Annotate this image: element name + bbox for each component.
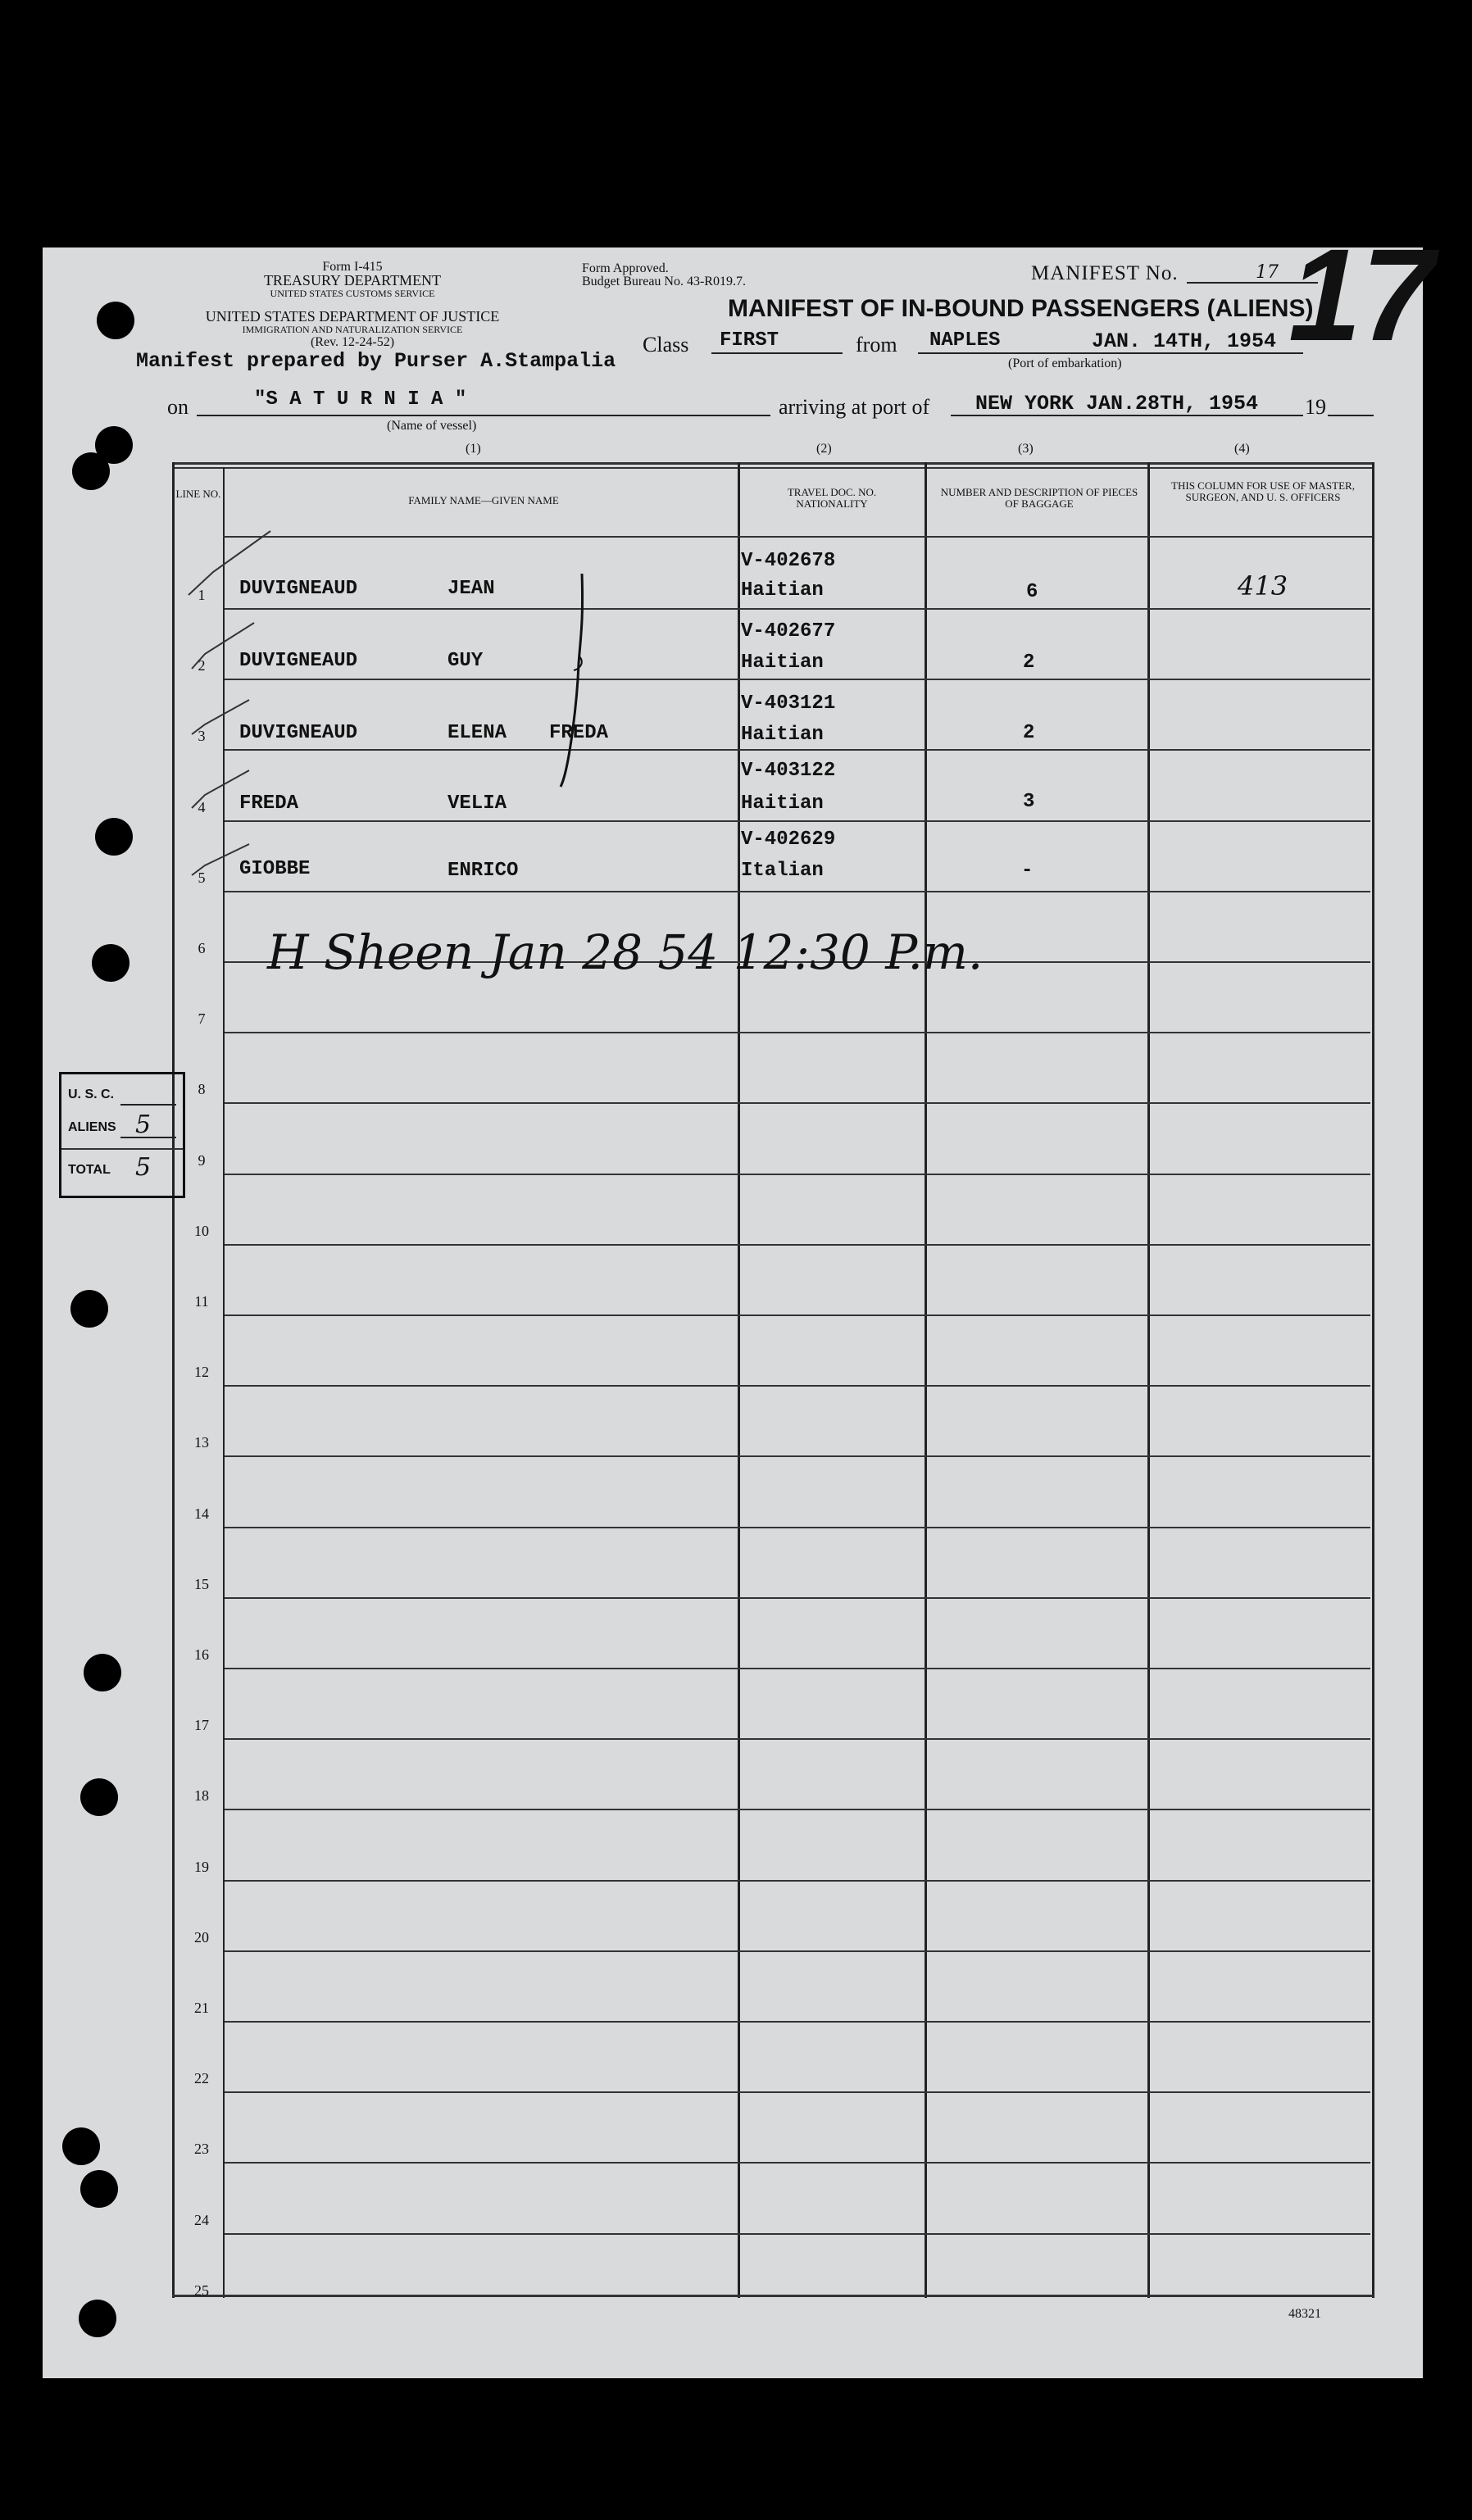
on-label: on xyxy=(167,395,189,419)
row-rule xyxy=(225,1174,1370,1175)
manifest-title: MANIFEST OF IN-BOUND PASSENGERS (ALIENS) xyxy=(728,295,1314,322)
given-name: ENRICO xyxy=(448,860,519,882)
header-name: FAMILY NAME—GIVEN NAME xyxy=(408,494,559,506)
handwritten-inspection-note: H Sheen Jan 28 54 12:30 P.m. xyxy=(267,924,984,980)
line-number: 1 xyxy=(198,587,206,603)
header-baggage: NUMBER AND DESCRIPTION OF PIECES OF BAGGAGE xyxy=(940,486,1138,510)
line-number: 10 xyxy=(194,1223,209,1239)
travel-doc-no: V-403121 xyxy=(741,692,836,715)
row-rule xyxy=(225,1809,1370,1810)
given-name: ELENA xyxy=(448,722,507,744)
row-rule xyxy=(225,1385,1370,1387)
line-number: 19 xyxy=(194,1859,209,1875)
class-label: Class xyxy=(643,333,689,356)
line-number: 3 xyxy=(198,728,206,744)
tally-box xyxy=(59,1072,185,1198)
punch-hole xyxy=(97,302,134,339)
line-number: 7 xyxy=(198,1010,206,1027)
form-number: Form I-415 xyxy=(322,260,383,274)
punch-hole xyxy=(72,452,110,490)
row-rule xyxy=(225,1597,1370,1599)
col-number-2: (2) xyxy=(816,442,832,456)
arriving-label: arriving at port of xyxy=(779,395,930,419)
family-name: DUVIGNEAUD xyxy=(239,722,358,744)
family-name: DUVIGNEAUD xyxy=(239,578,358,600)
year-prefix: 19 xyxy=(1305,395,1326,419)
row-rule xyxy=(225,1244,1370,1246)
punch-hole xyxy=(80,1778,118,1816)
line-number: 21 xyxy=(194,2000,209,2016)
footer-code: 48321 xyxy=(1288,2307,1321,2321)
total-value: 5 xyxy=(135,1153,152,1182)
class-value: FIRST xyxy=(720,329,779,352)
punch-hole xyxy=(92,944,129,982)
line-number: 9 xyxy=(198,1152,206,1169)
baggage-count: - xyxy=(1021,860,1034,882)
line-number: 12 xyxy=(194,1364,209,1380)
family-name: GIOBBE xyxy=(239,858,311,880)
line-number: 2 xyxy=(198,657,206,674)
family-name: FREDA xyxy=(239,792,299,815)
line-number: 14 xyxy=(194,1505,209,1522)
usc-label: U. S. C. xyxy=(68,1087,115,1101)
header-line-no: LINE NO. xyxy=(175,488,221,500)
budget-bureau: Budget Bureau No. 43-R019.7. xyxy=(582,275,746,288)
line-number: 5 xyxy=(198,870,206,886)
baggage-count: 3 xyxy=(1023,791,1035,813)
port-embark-caption: (Port of embarkation) xyxy=(1008,356,1122,370)
manifest-number-small: 17 xyxy=(1256,262,1279,283)
row-rule xyxy=(225,2091,1370,2093)
nationality: Haitian xyxy=(741,724,824,746)
revision-date: (Rev. 12-24-52) xyxy=(310,335,395,349)
vessel-caption: (Name of vessel) xyxy=(387,419,477,433)
row-rule xyxy=(225,2162,1370,2164)
form-approved: Form Approved. xyxy=(582,261,669,275)
prepared-by: Manifest prepared by Purser A.Stampalia xyxy=(136,349,616,373)
from-date: JAN. 14TH, 1954 xyxy=(1092,329,1277,353)
family-name: DUVIGNEAUD xyxy=(239,650,358,672)
baggage-count: 6 xyxy=(1026,581,1038,603)
line-number: 20 xyxy=(194,1929,209,1946)
punch-hole xyxy=(79,2300,116,2337)
header-officers: THIS COLUMN FOR USE OF MASTER, SURGEON, AND U. S. OFFICERS xyxy=(1171,479,1355,503)
row-rule xyxy=(225,1032,1370,1033)
row-rule xyxy=(225,1950,1370,1952)
row-rule xyxy=(225,2021,1370,2023)
given-name: VELIA xyxy=(448,792,507,815)
total-label: TOTAL xyxy=(68,1163,111,1177)
nationality: Haitian xyxy=(741,579,824,602)
justice-dept: UNITED STATES DEPARTMENT OF JUSTICE xyxy=(205,308,500,325)
row-rule xyxy=(225,2233,1370,2235)
line-number: 6 xyxy=(198,940,206,956)
row-rule xyxy=(225,1668,1370,1669)
col-number-4: (4) xyxy=(1234,442,1250,456)
punch-hole xyxy=(70,1290,108,1328)
punch-hole xyxy=(62,2127,100,2165)
from-port: NAPLES xyxy=(929,329,1001,352)
row-rule xyxy=(225,1455,1370,1457)
punch-hole xyxy=(80,2170,118,2208)
nationality: Haitian xyxy=(741,792,824,815)
given-name: GUY xyxy=(448,650,484,672)
line-number: 18 xyxy=(194,1787,209,1804)
manifest-number-label: MANIFEST No. xyxy=(1031,262,1179,284)
nationality: Haitian xyxy=(741,652,824,674)
row-rule xyxy=(225,1527,1370,1528)
line-number: 17 xyxy=(194,1717,209,1733)
line-number: 15 xyxy=(194,1576,209,1592)
pencil-tick-marks xyxy=(164,524,623,901)
line-number: 13 xyxy=(194,1434,209,1451)
travel-doc-no: V-403122 xyxy=(741,760,836,782)
given-name: JEAN xyxy=(448,578,495,600)
baggage-count: 2 xyxy=(1023,652,1035,674)
officer-note: 413 xyxy=(1238,570,1288,602)
from-label: from xyxy=(856,333,897,356)
line-number: 25 xyxy=(194,2282,209,2299)
line-number: 23 xyxy=(194,2141,209,2157)
aliens-label: ALIENS xyxy=(68,1120,116,1134)
treasury-dept: TREASURY DEPARTMENT xyxy=(263,272,442,288)
ins-service: IMMIGRATION AND NATURALIZATION SERVICE xyxy=(242,324,463,335)
row-rule xyxy=(225,1314,1370,1316)
arriving-value: NEW YORK JAN.28TH, 1954 xyxy=(975,392,1259,415)
aliens-value: 5 xyxy=(135,1110,152,1139)
travel-doc-no: V-402677 xyxy=(741,620,836,642)
row-rule xyxy=(225,1102,1370,1104)
nationality: Italian xyxy=(741,860,824,882)
punch-hole xyxy=(95,818,133,856)
line-number: 24 xyxy=(194,2212,209,2228)
line-number: 11 xyxy=(194,1293,209,1310)
travel-doc-no: V-402678 xyxy=(741,550,836,572)
punch-hole xyxy=(84,1654,121,1691)
manifest-number-large: 17 xyxy=(1288,221,1434,368)
col-number-1: (1) xyxy=(466,442,481,456)
travel-doc-no: V-402629 xyxy=(741,829,836,851)
given-name-2: FREDA xyxy=(549,722,609,744)
line-number: 22 xyxy=(194,2070,209,2086)
line-number: 4 xyxy=(198,799,206,815)
row-rule xyxy=(225,1738,1370,1740)
header-travel-doc: TRAVEL DOC. NO. NATIONALITY xyxy=(787,486,877,510)
col-number-3: (3) xyxy=(1018,442,1034,456)
row-rule xyxy=(225,1880,1370,1882)
vessel-name: "S A T U R N I A " xyxy=(254,388,467,411)
baggage-count: 2 xyxy=(1023,722,1035,744)
line-number: 8 xyxy=(198,1081,206,1097)
line-number: 16 xyxy=(194,1646,209,1663)
customs-service: UNITED STATES CUSTOMS SERVICE xyxy=(270,288,435,299)
